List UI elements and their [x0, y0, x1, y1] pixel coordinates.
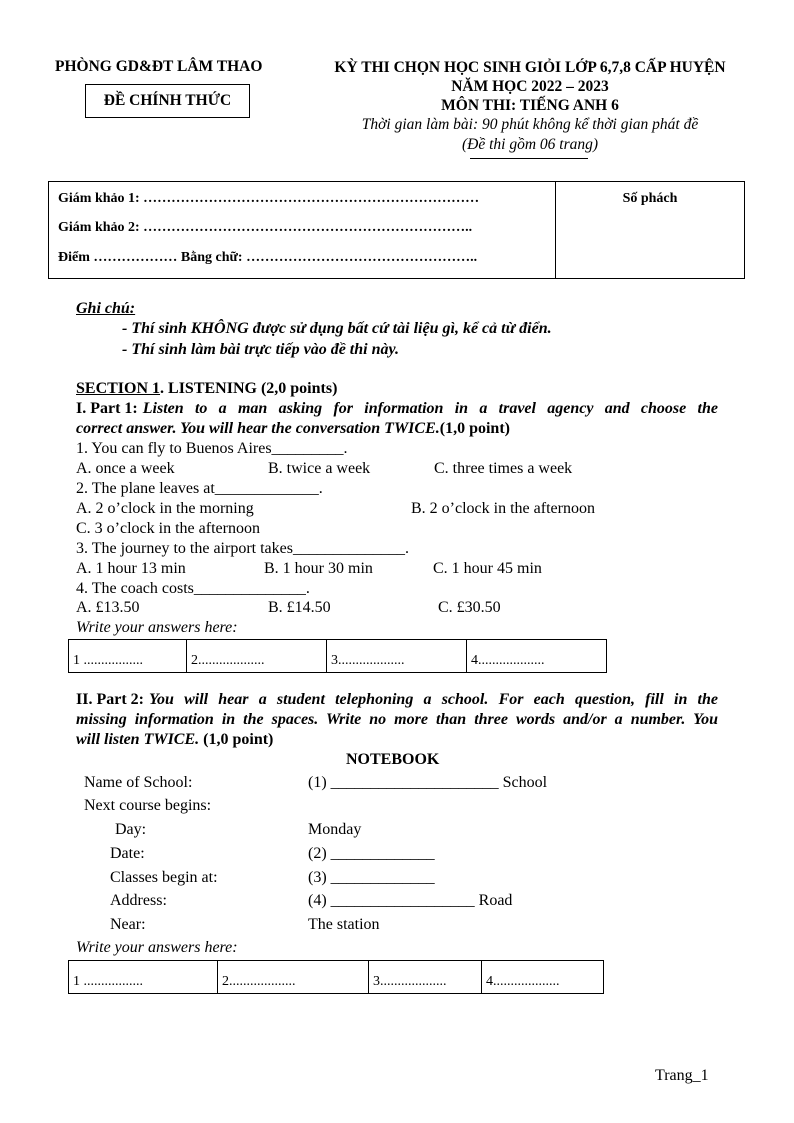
part2-instr2: missing information in the spaces. Write no more than three words and/or a number. You — [76, 711, 718, 728]
q1-option-b: B. twice a week — [268, 460, 371, 477]
part2-instr1: You will hear a student telephoning a school. For each question, fill in the — [148, 691, 718, 708]
notebook-value-address: (4) __________________ Road — [308, 892, 513, 909]
notebook-value-school: (1) _____________________ School — [308, 774, 548, 791]
part2-instr3: will listen TWICE. — [76, 731, 200, 748]
part1-answer-cell-3[interactable]: 3................... — [327, 640, 467, 673]
q4-text: 4. The coach costs______________. — [76, 580, 310, 597]
part1-instr-line1 — [76, 400, 718, 418]
part1-answer-table — [68, 639, 607, 673]
notebook-value-day: Monday — [308, 821, 362, 838]
official-label: ĐỀ CHÍNH THỨC — [103, 92, 232, 109]
q3-option-a: A. 1 hour 13 min — [76, 560, 186, 577]
q2-option-a: A. 2 o’clock in the morning — [76, 500, 254, 517]
part2-points: (1,0 point) — [203, 731, 274, 748]
part2-instr-line3 — [76, 731, 273, 749]
official-box — [85, 84, 250, 118]
part2-write-label: Write your answers here: — [76, 939, 238, 956]
part1-answer-cell-4[interactable]: 4................... — [467, 640, 607, 673]
section1-title — [76, 380, 337, 398]
part1-points: (1,0 point) — [439, 420, 510, 437]
section1-title-main: SECTION 1 — [76, 380, 161, 397]
part2-answer-cell-1[interactable]: 1 ................. — [69, 961, 218, 994]
notes-line1: - Thí sinh KHÔNG được sử dụng bất cứ tài liệu gì, kể cả từ điển. — [122, 320, 552, 337]
notebook-label-school: Name of School: — [84, 774, 193, 791]
part1-answer-cell-2[interactable]: 2................... — [187, 640, 327, 673]
q1-text: 1. You can fly to Buenos Aires_________. — [76, 440, 348, 457]
q2-text: 2. The plane leaves at_____________. — [76, 480, 323, 497]
notebook-label-course: Next course begins: — [84, 797, 212, 814]
part2-answer-cell-2[interactable]: 2................... — [218, 961, 369, 994]
pages-underline — [470, 158, 588, 159]
part2-label: II. Part 2: — [76, 691, 144, 708]
section1-title-rest: . LISTENING (2,0 points) — [160, 380, 338, 397]
q1-option-c: C. three times a week — [434, 460, 573, 477]
office-name: PHÒNG GD&ĐT LÂM THAO — [55, 58, 263, 75]
part1-answer-cell-1[interactable]: 1 ................. — [69, 640, 187, 673]
exam-pages: (Đề thi gồm 06 trang) — [461, 136, 599, 153]
notebook-value-near: The station — [308, 916, 380, 933]
notebook-label-near: Near: — [110, 916, 146, 933]
q4-option-b: B. £14.50 — [268, 599, 331, 616]
part2-answer-cell-4[interactable]: 4................... — [482, 961, 604, 994]
exam-subject: MÔN THI: TIẾNG ANH 6 — [441, 97, 619, 114]
q1-option-a: A. once a week — [76, 460, 175, 477]
q4-option-c: C. £30.50 — [438, 599, 501, 616]
notebook-value-date: (2) _____________ — [308, 845, 435, 862]
score-line: Điểm ……………… Bằng chữ: ………………………………………….. — [58, 250, 478, 265]
part1-label: I. Part 1: — [76, 400, 138, 417]
part2-instr-line1 — [76, 691, 718, 709]
so-phach-label: Số phách — [622, 191, 678, 206]
exam-year: NĂM HỌC 2022 – 2023 — [451, 78, 609, 95]
exam-header — [300, 58, 760, 155]
q2-option-c: C. 3 o’clock in the afternoon — [76, 520, 260, 537]
q3-option-c: C. 1 hour 45 min — [433, 560, 542, 577]
exam-time: Thời gian làm bài: 90 phút không kể thời gian phát đề — [361, 116, 699, 133]
part1-instr1: Listen to a man asking for information in a travel agency and choose the — [142, 400, 718, 417]
notebook-title: NOTEBOOK — [346, 751, 440, 768]
notes-line2: - Thí sinh làm bài trực tiếp vào đề thi này. — [122, 341, 399, 358]
page-number: Trang_1 — [655, 1067, 709, 1084]
q2-option-b: B. 2 o’clock in the afternoon — [411, 500, 595, 517]
notebook-label-classes: Classes begin at: — [110, 869, 218, 886]
part1-instr2: correct answer. You will hear the conversation TWICE. — [76, 420, 440, 437]
exam-title: KỲ THI CHỌN HỌC SINH GIỎI LỚP 6,7,8 CẤP HUYỆN — [334, 59, 726, 76]
notebook-value-classes: (3) _____________ — [308, 869, 435, 886]
q4-option-a: A. £13.50 — [76, 599, 140, 616]
part2-answer-table — [68, 960, 604, 994]
notebook-label-address: Address: — [110, 892, 167, 909]
q3-option-b: B. 1 hour 30 min — [264, 560, 373, 577]
notes-title: Ghi chú: — [76, 300, 136, 317]
notebook-label-day: Day: — [115, 821, 147, 838]
notebook-label-date: Date: — [110, 845, 145, 862]
part1-write-label: Write your answers here: — [76, 619, 238, 636]
q3-text: 3. The journey to the airport takes______________. — [76, 540, 409, 557]
part1-instr-line2 — [76, 420, 510, 438]
part2-answer-cell-3[interactable]: 3................... — [369, 961, 482, 994]
examiner2-line: Giám khảo 2: …………………………………………………………….. — [58, 220, 473, 235]
examiner1-line: Giám khảo 1: ……………………………………………………………… — [58, 191, 480, 206]
